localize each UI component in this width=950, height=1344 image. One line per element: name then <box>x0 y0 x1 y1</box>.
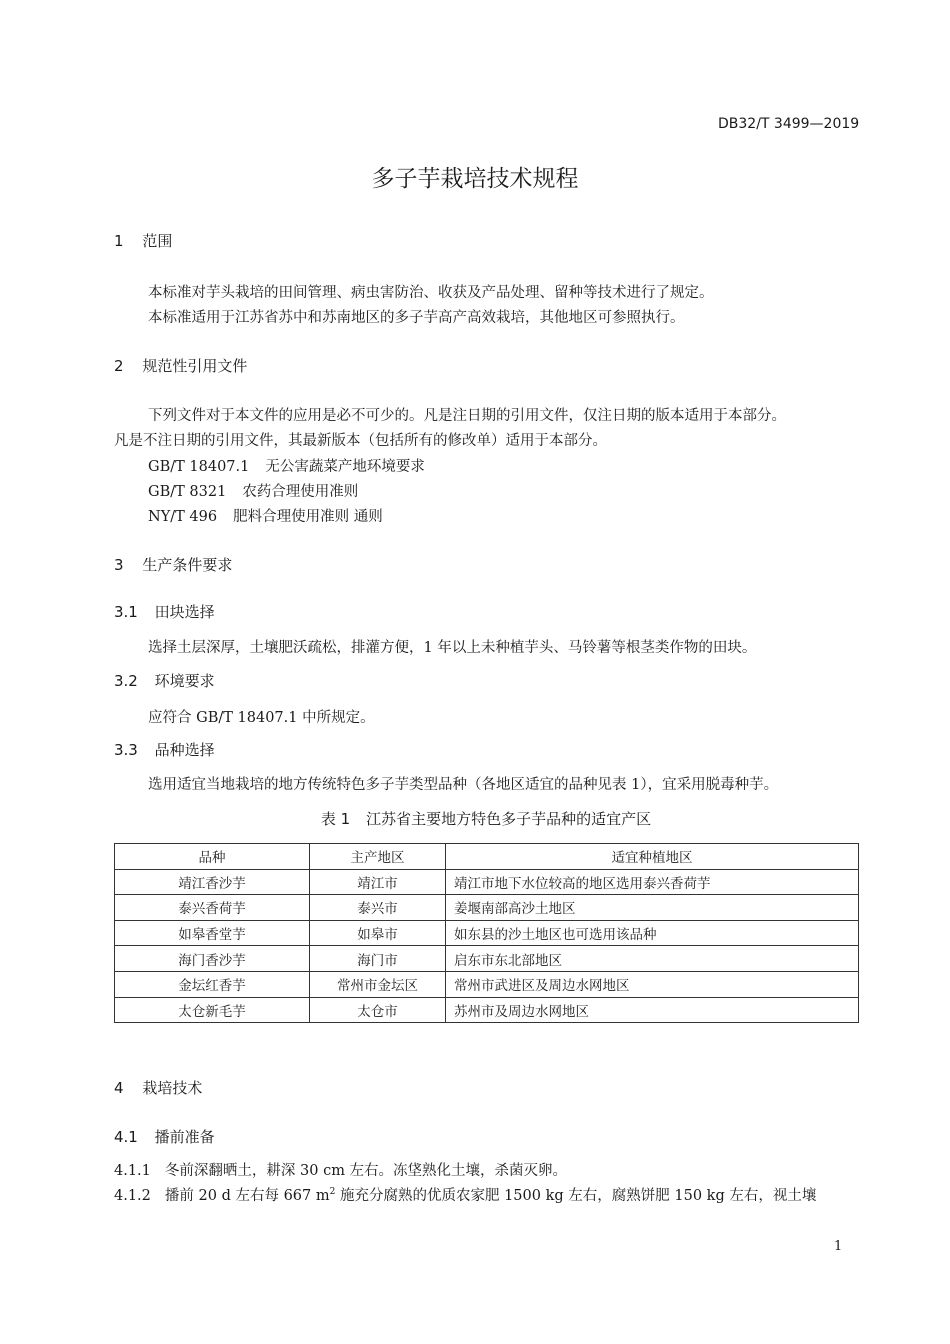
section-1-heading <box>114 230 172 251</box>
table-row <box>115 971 859 997</box>
table-caption <box>0 808 950 829</box>
table-row <box>115 869 859 895</box>
subsection-number: 3.2 <box>114 672 138 690</box>
section-title: 生产条件要求 <box>142 556 233 574</box>
clause-text: 播前 20 d 左右每 667 m <box>164 1188 330 1204</box>
page-title: 多子芋栽培技术规程 <box>371 166 579 192</box>
table-row <box>115 920 859 946</box>
section-number: 4 <box>114 1079 124 1097</box>
subsection-number: 4.1 <box>114 1128 138 1146</box>
section-title: 栽培技术 <box>142 1079 203 1097</box>
section-number: 1 <box>114 232 124 250</box>
table-cell: 太仓市 <box>310 997 446 1023</box>
paragraph: 选择土层深厚，土壤肥沃疏松，排灌方便，1 年以上未种植芋头、马铃薯等根茎类作物的田块。 <box>148 640 757 656</box>
table-cell: 泰兴香荷芋 <box>115 895 310 921</box>
reference-item <box>148 505 383 526</box>
section-title: 规范性引用文件 <box>142 357 248 375</box>
column-header: 品种 <box>115 844 310 870</box>
reference-code: NY/T 496 <box>148 509 218 525</box>
table-cell: 金坛红香芋 <box>115 971 310 997</box>
paragraph: 凡是不注日期的引用文件，其最新版本（包括所有的修改单）适用于本部分。 <box>114 433 607 449</box>
table-cell: 泰兴市 <box>310 895 446 921</box>
clause-number: 4.1.1 <box>114 1163 151 1179</box>
superscript: 2 <box>329 1187 336 1198</box>
subsection-3-1-heading <box>114 601 215 622</box>
paragraph: 选用适宜当地栽培的地方传统特色多子芋类型品种（各地区适宜的品种见表 1），宜采用脱毒种芋。 <box>148 777 779 793</box>
table-cell: 靖江香沙芋 <box>115 869 310 895</box>
table-cell: 苏州市及周边水网地区 <box>446 997 859 1023</box>
table-cell: 如皋香堂芋 <box>115 920 310 946</box>
section-4-heading <box>114 1077 202 1098</box>
section-title: 范围 <box>142 232 173 250</box>
subsection-number: 3.3 <box>114 741 138 759</box>
document-code: DB32/T 3499—2019 <box>718 116 860 132</box>
clause-text: 施充分腐熟的优质农家肥 1500 kg 左右，腐熟饼肥 150 kg 左右，视土壤 <box>335 1188 817 1204</box>
table-header-row <box>115 844 859 870</box>
column-header: 适宜种植地区 <box>446 844 859 870</box>
section-number: 2 <box>114 357 124 375</box>
paragraph: 应符合 GB/T 18407.1 中所规定。 <box>148 710 375 726</box>
reference-name: 肥料合理使用准则 通则 <box>233 509 383 525</box>
reference-code: GB/T 18407.1 <box>148 459 250 475</box>
clause-number: 4.1.2 <box>114 1188 151 1204</box>
subsection-3-2-heading <box>114 670 215 691</box>
page-number: 1 <box>834 1239 843 1254</box>
table-cell: 常州市武进区及周边水网地区 <box>446 971 859 997</box>
clause-4-1-2 <box>114 1184 816 1205</box>
table-row <box>115 946 859 972</box>
table-number: 表 1 <box>320 810 351 828</box>
subsection-3-3-heading <box>114 739 215 760</box>
subsection-title: 田块选择 <box>154 603 215 621</box>
table-row <box>115 895 859 921</box>
subsection-4-1-heading <box>114 1126 215 1147</box>
clause-4-1-1 <box>114 1159 567 1180</box>
table-cell: 启东市东北部地区 <box>446 946 859 972</box>
variety-table <box>114 843 859 1023</box>
paragraph: 下列文件对于本文件的应用是必不可少的。凡是注日期的引用文件，仅注日期的版本适用于本部分。 <box>148 408 786 424</box>
subsection-title: 品种选择 <box>154 741 215 759</box>
table-title: 江苏省主要地方特色多子芋品种的适宜产区 <box>366 810 652 828</box>
subsection-number: 3.1 <box>114 603 138 621</box>
reference-item <box>148 455 425 476</box>
clause-text: 冬前深翻晒土，耕深 30 cm 左右。冻垡熟化土壤，杀菌灭卵。 <box>164 1163 568 1179</box>
paragraph: 本标准对芋头栽培的田间管理、病虫害防治、收获及产品处理、留种等技术进行了规定。 <box>148 285 714 301</box>
table-cell: 靖江市地下水位较高的地区选用泰兴香荷芋 <box>446 869 859 895</box>
column-header: 主产地区 <box>310 844 446 870</box>
paragraph: 本标准适用于江苏省苏中和苏南地区的多子芋高产高效栽培，其他地区可参照执行。 <box>148 310 685 326</box>
section-number: 3 <box>114 556 124 574</box>
table-cell: 太仓新毛芋 <box>115 997 310 1023</box>
table-cell: 海门香沙芋 <box>115 946 310 972</box>
table-row <box>115 997 859 1023</box>
subsection-title: 环境要求 <box>154 672 215 690</box>
reference-item <box>148 480 358 501</box>
table-cell: 姜堰南部高沙土地区 <box>446 895 859 921</box>
table-cell: 靖江市 <box>310 869 446 895</box>
table-cell: 海门市 <box>310 946 446 972</box>
subsection-title: 播前准备 <box>154 1128 215 1146</box>
section-2-heading <box>114 355 247 376</box>
section-3-heading <box>114 554 232 575</box>
table-cell: 如皋市 <box>310 920 446 946</box>
reference-code: GB/T 8321 <box>148 484 227 500</box>
reference-name: 无公害蔬菜产地环境要求 <box>265 459 425 475</box>
table-cell: 常州市金坛区 <box>310 971 446 997</box>
reference-name: 农药合理使用准则 <box>242 484 359 500</box>
table-cell: 如东县的沙土地区也可选用该品种 <box>446 920 859 946</box>
